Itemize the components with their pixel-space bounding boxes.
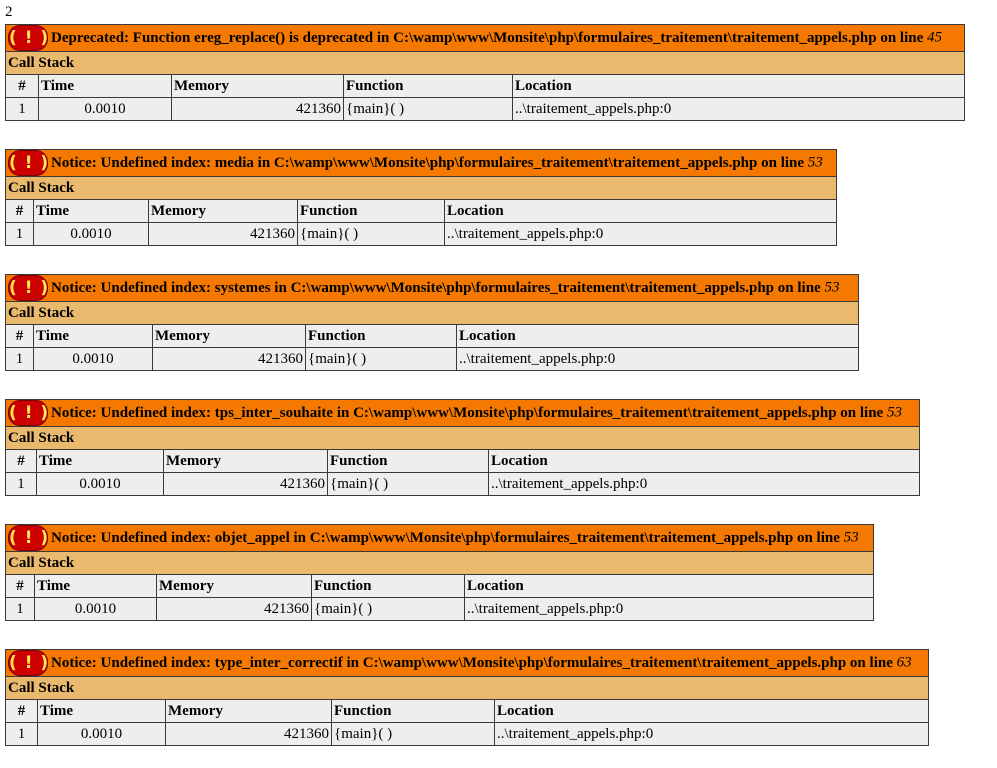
column-header-row bbox=[6, 575, 874, 598]
col-header-function: Function bbox=[298, 200, 445, 223]
cell-function: {main}( ) bbox=[306, 348, 457, 371]
cell-memory: 421360 bbox=[164, 473, 328, 496]
cell-num: 1 bbox=[6, 723, 38, 746]
error-line-number: 63 bbox=[896, 654, 912, 671]
error-icon: ( ! ) bbox=[8, 400, 48, 426]
col-header-num: # bbox=[6, 325, 34, 348]
call-stack-title: Call Stack bbox=[6, 302, 859, 325]
col-header-memory: Memory bbox=[172, 75, 344, 98]
col-header-function: Function bbox=[312, 575, 465, 598]
error-message: Notice: Undefined index: type_inter_correctif in C:\wamp\www\Monsite\php\formulaires_traitement\traitement_appels.php on line bbox=[51, 655, 897, 671]
col-header-time: Time bbox=[39, 75, 172, 98]
col-header-location: Location bbox=[495, 700, 929, 723]
error-header bbox=[6, 525, 874, 552]
col-header-function: Function bbox=[332, 700, 495, 723]
cell-time: 0.0010 bbox=[34, 223, 149, 246]
error-line-number: 53 bbox=[807, 154, 823, 171]
cell-num: 1 bbox=[6, 98, 39, 121]
col-header-memory: Memory bbox=[149, 200, 298, 223]
cell-memory: 421360 bbox=[166, 723, 332, 746]
error-header bbox=[6, 150, 837, 177]
col-header-time: Time bbox=[38, 700, 166, 723]
cell-num: 1 bbox=[6, 473, 37, 496]
col-header-location: Location bbox=[457, 325, 859, 348]
cell-memory: 421360 bbox=[153, 348, 306, 371]
error-line-number: 53 bbox=[886, 404, 902, 421]
cell-num: 1 bbox=[6, 598, 35, 621]
cell-function: {main}( ) bbox=[298, 223, 445, 246]
cell-function: {main}( ) bbox=[344, 98, 513, 121]
error-icon: ( ! ) bbox=[8, 650, 48, 676]
cell-time: 0.0010 bbox=[38, 723, 166, 746]
cell-time: 0.0010 bbox=[35, 598, 157, 621]
col-header-num: # bbox=[6, 700, 38, 723]
error-table-1 bbox=[5, 24, 965, 121]
col-header-location: Location bbox=[489, 450, 920, 473]
col-header-location: Location bbox=[465, 575, 874, 598]
call-stack-title: Call Stack bbox=[6, 677, 929, 700]
col-header-function: Function bbox=[328, 450, 489, 473]
col-header-time: Time bbox=[34, 325, 153, 348]
cell-time: 0.0010 bbox=[34, 348, 153, 371]
error-icon: ( ! ) bbox=[8, 150, 48, 176]
error-table-3 bbox=[5, 274, 859, 371]
error-icon: ( ! ) bbox=[8, 525, 48, 551]
error-message: Notice: Undefined index: media in C:\wamp\www\Monsite\php\formulaires_traitement\traitement_appels.php on line bbox=[51, 155, 808, 171]
cell-location: ..\traitement_appels.php:0 bbox=[489, 473, 920, 496]
col-header-time: Time bbox=[34, 200, 149, 223]
table-row bbox=[6, 223, 837, 246]
error-table-6 bbox=[5, 649, 929, 746]
error-header bbox=[6, 275, 859, 302]
col-header-function: Function bbox=[306, 325, 457, 348]
column-header-row bbox=[6, 75, 965, 98]
table-row bbox=[6, 723, 929, 746]
error-line-number: 53 bbox=[824, 279, 840, 296]
error-message: Notice: Undefined index: objet_appel in C:\wamp\www\Monsite\php\formulaires_traitement\traitement_appels.php on line bbox=[51, 530, 844, 546]
column-header-row bbox=[6, 450, 920, 473]
table-row bbox=[6, 98, 965, 121]
cell-location: ..\traitement_appels.php:0 bbox=[513, 98, 965, 121]
col-header-time: Time bbox=[37, 450, 164, 473]
error-icon: ( ! ) bbox=[8, 25, 48, 51]
cell-location: ..\traitement_appels.php:0 bbox=[495, 723, 929, 746]
cell-location: ..\traitement_appels.php:0 bbox=[465, 598, 874, 621]
cell-function: {main}( ) bbox=[328, 473, 489, 496]
error-table-5 bbox=[5, 524, 874, 621]
col-header-location: Location bbox=[445, 200, 837, 223]
output-number: 2 bbox=[5, 4, 13, 20]
call-stack-title: Call Stack bbox=[6, 177, 837, 200]
cell-memory: 421360 bbox=[149, 223, 298, 246]
error-message: Deprecated: Function ereg_replace() is deprecated in C:\wamp\www\Monsite\php\formulaires_traitement\traitement_appels.php on line bbox=[51, 30, 928, 46]
error-table-2 bbox=[5, 149, 837, 246]
cell-time: 0.0010 bbox=[37, 473, 164, 496]
col-header-memory: Memory bbox=[153, 325, 306, 348]
col-header-num: # bbox=[6, 75, 39, 98]
call-stack-title: Call Stack bbox=[6, 427, 920, 450]
call-stack-title: Call Stack bbox=[6, 52, 965, 75]
col-header-num: # bbox=[6, 200, 34, 223]
col-header-memory: Memory bbox=[157, 575, 312, 598]
error-header bbox=[6, 25, 965, 52]
col-header-memory: Memory bbox=[166, 700, 332, 723]
error-message: Notice: Undefined index: systemes in C:\wamp\www\Monsite\php\formulaires_traitement\traitement_appels.php on line bbox=[51, 280, 825, 296]
error-header bbox=[6, 650, 929, 677]
error-line-number: 53 bbox=[843, 529, 859, 546]
table-row bbox=[6, 348, 859, 371]
error-header bbox=[6, 400, 920, 427]
error-table-4 bbox=[5, 399, 920, 496]
cell-memory: 421360 bbox=[157, 598, 312, 621]
col-header-num: # bbox=[6, 450, 37, 473]
column-header-row bbox=[6, 325, 859, 348]
cell-memory: 421360 bbox=[172, 98, 344, 121]
col-header-function: Function bbox=[344, 75, 513, 98]
cell-time: 0.0010 bbox=[39, 98, 172, 121]
table-row bbox=[6, 473, 920, 496]
call-stack-title: Call Stack bbox=[6, 552, 874, 575]
cell-num: 1 bbox=[6, 348, 34, 371]
cell-location: ..\traitement_appels.php:0 bbox=[457, 348, 859, 371]
col-header-location: Location bbox=[513, 75, 965, 98]
col-header-num: # bbox=[6, 575, 35, 598]
cell-location: ..\traitement_appels.php:0 bbox=[445, 223, 837, 246]
error-message: Notice: Undefined index: tps_inter_souhaite in C:\wamp\www\Monsite\php\formulaires_traitement\traitement_appels.php on line bbox=[51, 405, 887, 421]
cell-num: 1 bbox=[6, 223, 34, 246]
col-header-memory: Memory bbox=[164, 450, 328, 473]
table-row bbox=[6, 598, 874, 621]
col-header-time: Time bbox=[35, 575, 157, 598]
error-line-number: 45 bbox=[927, 29, 943, 46]
error-icon: ( ! ) bbox=[8, 275, 48, 301]
column-header-row bbox=[6, 200, 837, 223]
cell-function: {main}( ) bbox=[312, 598, 465, 621]
column-header-row bbox=[6, 700, 929, 723]
cell-function: {main}( ) bbox=[332, 723, 495, 746]
